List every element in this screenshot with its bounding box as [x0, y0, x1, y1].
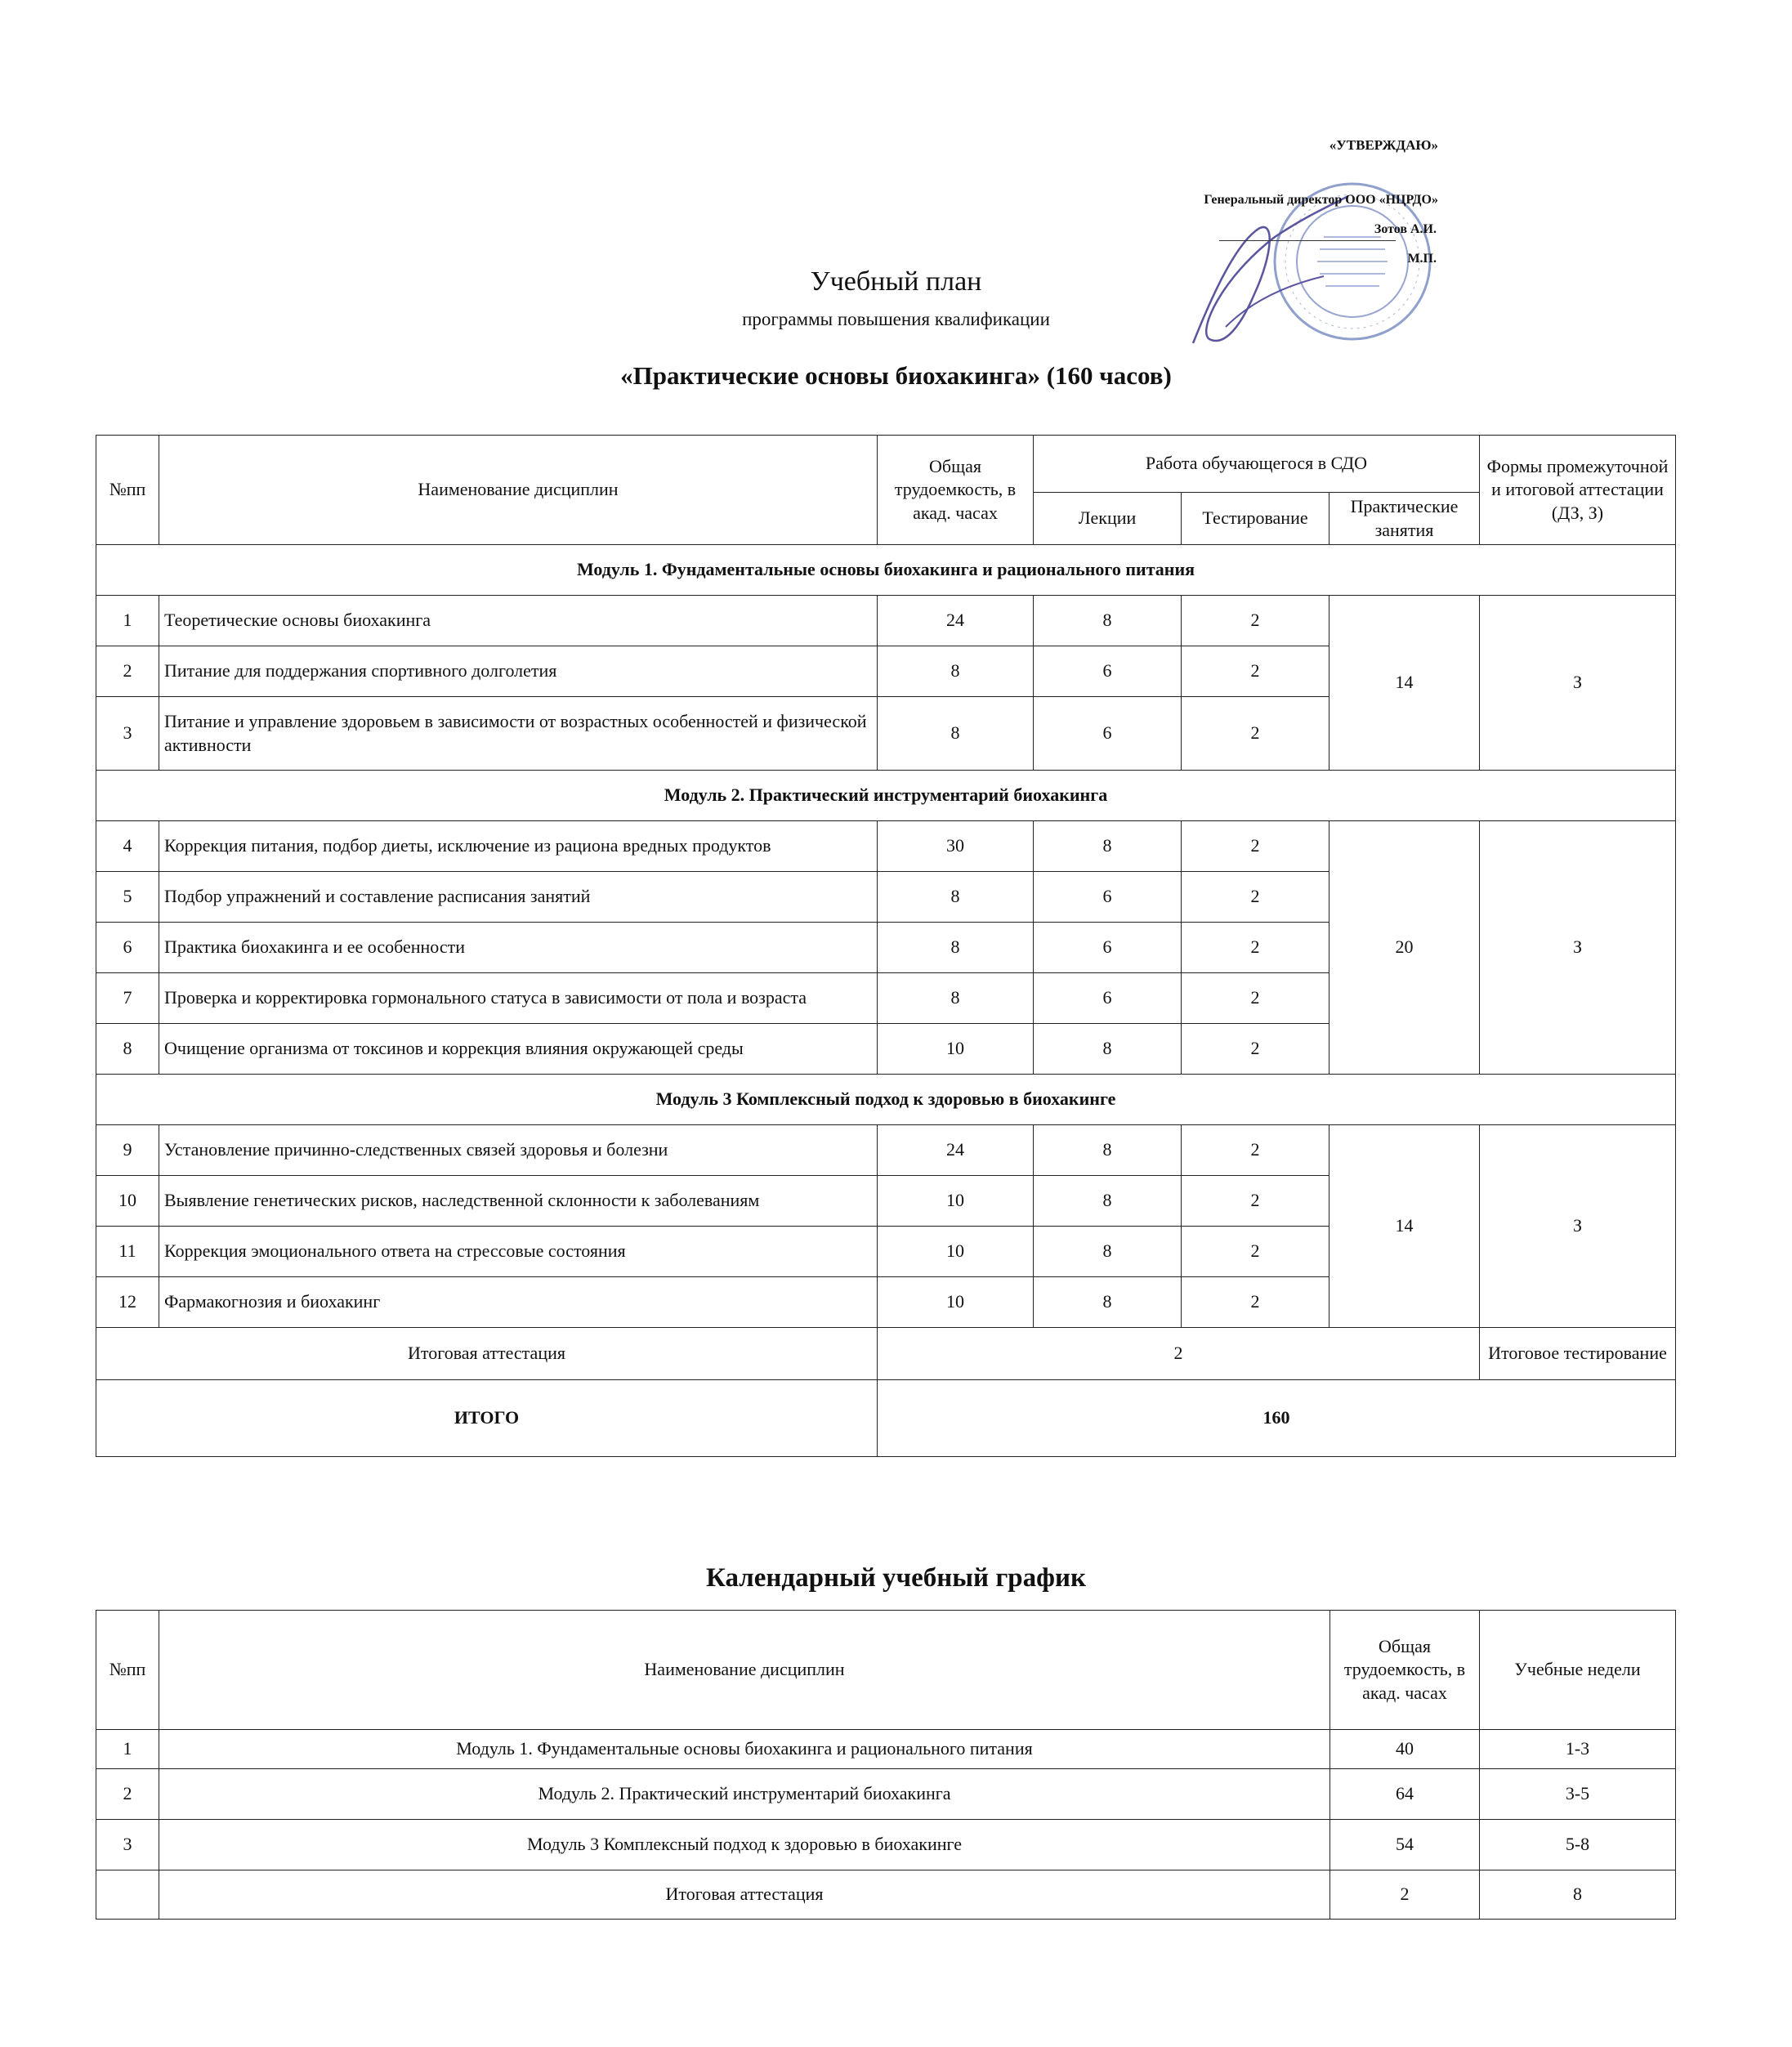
row-number: 3 — [96, 697, 159, 771]
lecture-hours: 8 — [1034, 1024, 1182, 1075]
row-number: 9 — [96, 1125, 159, 1176]
module-header-row — [96, 545, 1676, 596]
testing-hours: 2 — [1182, 596, 1329, 646]
cal-header-weeks: Учебные недели — [1480, 1611, 1676, 1730]
cal-row-number: 3 — [96, 1820, 159, 1870]
cal-weeks: 1-3 — [1480, 1730, 1676, 1769]
table-header-row — [96, 436, 1676, 493]
cal-header-num: №пп — [96, 1611, 159, 1730]
practice-hours: 14 — [1329, 596, 1480, 771]
total-hours: 10 — [878, 1024, 1034, 1075]
module-title: Модуль 1. Фундаментальные основы биохакинга и рационального питания — [96, 545, 1676, 596]
testing-hours: 2 — [1182, 872, 1329, 923]
program-title: «Практические основы биохакинга» (160 часов) — [620, 361, 1172, 390]
calendar-row — [96, 1820, 1676, 1870]
row-number: 2 — [96, 646, 159, 697]
director-position: Генеральный директор ООО «НЦРДО» — [1204, 193, 1438, 207]
approve-label: «УТВЕРЖДАЮ» — [1329, 137, 1438, 153]
table-row — [96, 821, 1676, 872]
testing-hours: 2 — [1182, 1227, 1329, 1277]
attestation-form: З — [1480, 1125, 1676, 1328]
module-header-row — [96, 1075, 1676, 1125]
attestation-form: З — [1480, 596, 1676, 771]
total-hours: 8 — [878, 923, 1034, 973]
testing-hours: 2 — [1182, 1125, 1329, 1176]
testing-hours: 2 — [1182, 973, 1329, 1024]
discipline-name: Установление причинно-следственных связей здоровья и болезни — [159, 1125, 878, 1176]
total-hours: 10 — [878, 1227, 1034, 1277]
discipline-name: Очищение организма от токсинов и коррекция влияния окружающей среды — [159, 1024, 878, 1075]
total-hours: 24 — [878, 596, 1034, 646]
header-work: Работа обучающегося в СДО — [1034, 436, 1480, 493]
calendar-header-row — [96, 1611, 1676, 1730]
lecture-hours: 6 — [1034, 973, 1182, 1024]
total-hours: 30 — [878, 821, 1034, 872]
testing-hours: 2 — [1182, 821, 1329, 872]
stamp-place: М.П. — [1407, 252, 1437, 266]
cal-row-number — [96, 1870, 159, 1920]
director-name: Зотов А.И. — [1374, 222, 1437, 236]
total-hours: 10 — [878, 1277, 1034, 1328]
calendar-table — [96, 1610, 1676, 1920]
lecture-hours: 6 — [1034, 646, 1182, 697]
page-title: Учебный план — [810, 266, 982, 297]
discipline-name: Коррекция питания, подбор диеты, исключение из рациона вредных продуктов — [159, 821, 878, 872]
row-number: 4 — [96, 821, 159, 872]
lecture-hours: 6 — [1034, 923, 1182, 973]
practice-hours: 14 — [1329, 1125, 1480, 1328]
cal-module-name: Итоговая аттестация — [159, 1870, 1330, 1920]
discipline-name: Проверка и корректировка гормонального статуса в зависимости от пола и возраста — [159, 973, 878, 1024]
total-hours: 24 — [878, 1125, 1034, 1176]
attestation-form: З — [1480, 821, 1676, 1075]
cal-module-name: Модуль 1. Фундаментальные основы биохакинга и рационального питания — [159, 1730, 1330, 1769]
discipline-name: Выявление генетических рисков, наследственной склонности к заболеваниям — [159, 1176, 878, 1227]
discipline-name: Подбор упражнений и составление расписания занятий — [159, 872, 878, 923]
lecture-hours: 8 — [1034, 1277, 1182, 1328]
final-attestation-label: Итоговая аттестация — [96, 1328, 878, 1380]
module-title: Модуль 3 Комплексный подход к здоровью в биохакинге — [96, 1075, 1676, 1125]
cal-module-name: Модуль 2. Практический инструментарий биохакинга — [159, 1769, 1330, 1820]
cal-weeks: 3-5 — [1480, 1769, 1676, 1820]
cal-row-number: 1 — [96, 1730, 159, 1769]
row-number: 7 — [96, 973, 159, 1024]
discipline-name: Питание и управление здоровьем в зависимости от возрастных особенностей и физической активности — [159, 697, 878, 771]
table-row — [96, 596, 1676, 646]
header-practice: Практические занятия — [1329, 493, 1480, 545]
calendar-row — [96, 1870, 1676, 1920]
signature-line — [1219, 240, 1396, 241]
header-total: Общая трудоемкость, в акад. часах — [878, 436, 1034, 545]
discipline-name: Фармакогнозия и биохакинг — [159, 1277, 878, 1328]
cal-row-number: 2 — [96, 1769, 159, 1820]
row-number: 6 — [96, 923, 159, 973]
total-hours: 10 — [878, 1176, 1034, 1227]
total-hours: 8 — [878, 646, 1034, 697]
testing-hours: 2 — [1182, 697, 1329, 771]
row-number: 1 — [96, 596, 159, 646]
cal-weeks: 8 — [1480, 1870, 1676, 1920]
page-subtitle: программы повышения квалификации — [742, 309, 1050, 329]
testing-hours: 2 — [1182, 646, 1329, 697]
header-forms: Формы промежуточной и итоговой аттестации (ДЗ, З) — [1480, 436, 1676, 545]
row-number: 12 — [96, 1277, 159, 1328]
total-row — [96, 1380, 1676, 1457]
row-number: 10 — [96, 1176, 159, 1227]
cal-hours: 54 — [1330, 1820, 1480, 1870]
calendar-title: Календарный учебный график — [705, 1563, 1087, 1593]
row-number: 8 — [96, 1024, 159, 1075]
lecture-hours: 6 — [1034, 872, 1182, 923]
final-attestation-row — [96, 1328, 1676, 1380]
calendar-row — [96, 1730, 1676, 1769]
study-plan-table — [96, 435, 1676, 1457]
header-name: Наименование дисциплин — [159, 436, 878, 545]
lecture-hours: 8 — [1034, 821, 1182, 872]
header-testing: Тестирование — [1182, 493, 1329, 545]
cal-header-total: Общая трудоемкость, в акад. часах — [1330, 1611, 1480, 1730]
testing-hours: 2 — [1182, 1024, 1329, 1075]
cal-header-name: Наименование дисциплин — [159, 1611, 1330, 1730]
cal-module-name: Модуль 3 Комплексный подход к здоровью в биохакинге — [159, 1820, 1330, 1870]
module-title: Модуль 2. Практический инструментарий биохакинга — [96, 771, 1676, 821]
cal-hours: 64 — [1330, 1769, 1480, 1820]
cal-hours: 40 — [1330, 1730, 1480, 1769]
total-hours: 8 — [878, 973, 1034, 1024]
total-hours: 8 — [878, 697, 1034, 771]
discipline-name: Коррекция эмоционального ответа на стрессовые состояния — [159, 1227, 878, 1277]
row-number: 11 — [96, 1227, 159, 1277]
lecture-hours: 8 — [1034, 1125, 1182, 1176]
total-label: ИТОГО — [96, 1380, 878, 1457]
table-row — [96, 1125, 1676, 1176]
module-header-row — [96, 771, 1676, 821]
final-attestation-hours: 2 — [878, 1328, 1480, 1380]
discipline-name: Практика биохакинга и ее особенности — [159, 923, 878, 973]
cal-hours: 2 — [1330, 1870, 1480, 1920]
cal-weeks: 5-8 — [1480, 1820, 1676, 1870]
lecture-hours: 6 — [1034, 697, 1182, 771]
final-attestation-form: Итоговое тестирование — [1480, 1328, 1676, 1380]
lecture-hours: 8 — [1034, 1176, 1182, 1227]
calendar-row — [96, 1769, 1676, 1820]
discipline-name: Питание для поддержания спортивного долголетия — [159, 646, 878, 697]
row-number: 5 — [96, 872, 159, 923]
header-lectures: Лекции — [1034, 493, 1182, 545]
header-num: №пп — [96, 436, 159, 545]
lecture-hours: 8 — [1034, 596, 1182, 646]
testing-hours: 2 — [1182, 923, 1329, 973]
total-hours: 8 — [878, 872, 1034, 923]
discipline-name: Теоретические основы биохакинга — [159, 596, 878, 646]
lecture-hours: 8 — [1034, 1227, 1182, 1277]
total-value: 160 — [878, 1380, 1676, 1457]
testing-hours: 2 — [1182, 1277, 1329, 1328]
testing-hours: 2 — [1182, 1176, 1329, 1227]
practice-hours: 20 — [1329, 821, 1480, 1075]
